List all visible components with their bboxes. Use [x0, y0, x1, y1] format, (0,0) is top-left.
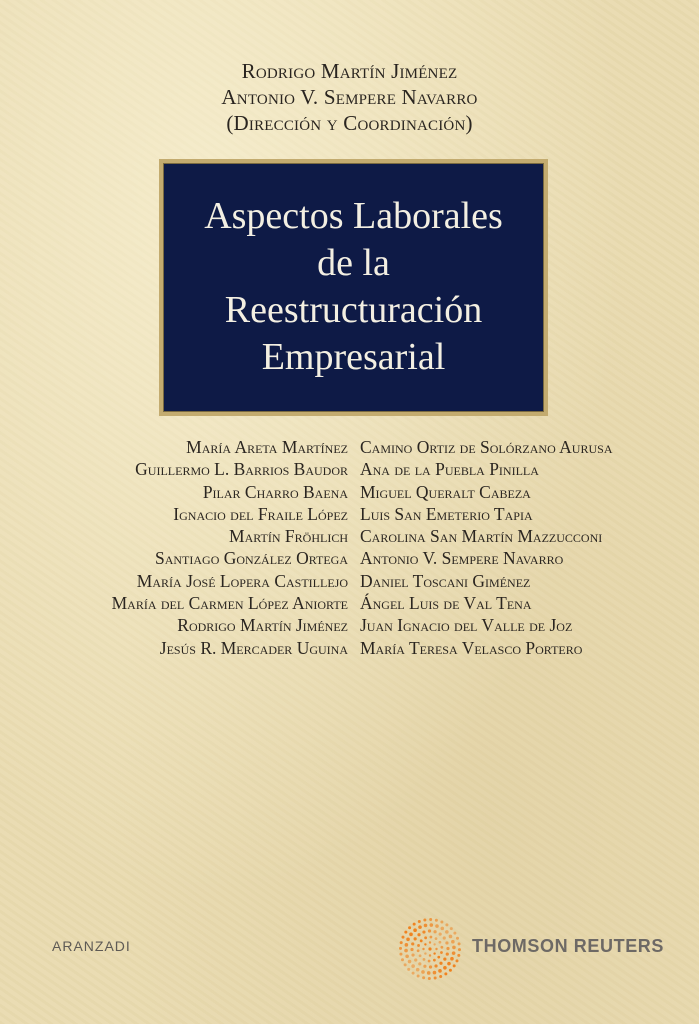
- logo-dot: [452, 946, 456, 950]
- logo-dot: [444, 972, 447, 975]
- logo-dot: [434, 964, 437, 967]
- author-name: Santiago González Ortega: [154, 548, 348, 569]
- logo-dot: [424, 952, 426, 954]
- logo-dot: [428, 929, 431, 932]
- logo-dot: [433, 971, 437, 975]
- logo-dot: [429, 941, 431, 943]
- logo-dot: [423, 965, 426, 968]
- author-name: Camino Ortiz de Solórzano Aurusa: [360, 437, 613, 457]
- logo-dot: [404, 949, 408, 953]
- logo-dot: [410, 948, 413, 951]
- author-name: Ignacio del Fraile López: [173, 503, 348, 524]
- logo-dot: [418, 920, 421, 923]
- logo-dot: [433, 930, 436, 933]
- logo-dot: [433, 943, 435, 945]
- logo-dot: [445, 923, 448, 926]
- logo-dot: [443, 936, 446, 939]
- author-name: Juan Ignacio del Valle de Joz: [360, 615, 573, 636]
- title-line-3: Reestructuración: [224, 288, 483, 331]
- logo-dot: [405, 954, 409, 958]
- logo-dot: [417, 975, 420, 978]
- logo-dot: [408, 926, 411, 929]
- logo-dot: [446, 947, 449, 950]
- logo-dot: [453, 932, 456, 935]
- author-name: María Teresa Velasco Portero: [360, 637, 583, 658]
- logo-dot: [435, 937, 438, 940]
- logo-dot: [445, 930, 449, 934]
- author-name: María del Carmen López Aniorte: [111, 593, 348, 614]
- logo-dot: [449, 969, 452, 972]
- logo-dot: [424, 924, 428, 928]
- author-name: Martín Fröhlich: [229, 526, 348, 547]
- logo-dot: [414, 937, 417, 940]
- title-line-2: de la: [317, 241, 390, 284]
- title-panel: [159, 159, 548, 416]
- logo-dot: [399, 953, 402, 956]
- logo-dot: [433, 959, 436, 962]
- authors-left-column: [112, 436, 348, 659]
- logo-dot: [438, 969, 442, 973]
- logo-dot: [409, 933, 413, 937]
- logo-dot: [401, 958, 404, 961]
- logo-dot: [413, 928, 417, 932]
- author-name: María Areta Martínez: [186, 437, 348, 457]
- logo-dot: [417, 944, 420, 947]
- logo-dot: [447, 962, 451, 966]
- author-name: Ángel Luis de Val Tena: [360, 593, 532, 614]
- logo-dot: [428, 960, 431, 963]
- logo-dot: [456, 937, 459, 940]
- logo-dot: [399, 947, 402, 950]
- authors-right-column: [360, 436, 613, 659]
- logo-dot: [445, 941, 448, 944]
- logo-dot: [405, 943, 409, 947]
- logo-dot: [452, 951, 456, 955]
- author-name: Carolina San Martín Mazzucconi: [360, 526, 603, 547]
- author-name: Daniel Toscani Giménez: [360, 570, 531, 591]
- logo-dot: [449, 935, 453, 939]
- logo-dot: [414, 958, 417, 961]
- book-title: [204, 193, 503, 381]
- logo-dot: [429, 954, 431, 956]
- brand-name: THOMSON REUTERS: [472, 936, 665, 956]
- logo-dot: [430, 923, 434, 927]
- logo-dot: [427, 971, 431, 975]
- logo-dot: [429, 965, 432, 968]
- author-name: Miguel Queralt Cabeza: [360, 481, 531, 502]
- logo-dot: [439, 962, 442, 965]
- logo-dot: [404, 931, 407, 934]
- logo-dot: [404, 963, 407, 966]
- logo-dot: [421, 970, 425, 974]
- logo-dot: [450, 927, 453, 930]
- logo-dot: [458, 942, 461, 945]
- logo-dot: [451, 940, 455, 944]
- logo-dot: [439, 941, 442, 944]
- title-line-4: Empresarial: [261, 335, 446, 378]
- logo-dot: [411, 964, 415, 968]
- author-name: Ana de la Puebla Pinilla: [360, 459, 539, 480]
- logo-dot: [408, 960, 412, 964]
- author-name: Antonio V. Sempere Navarro: [360, 548, 564, 569]
- logo-dot: [411, 942, 414, 945]
- publisher-imprint: ARANZADI: [52, 938, 131, 954]
- thomson-reuters-logo-icon: [398, 917, 462, 981]
- logo-dot: [434, 977, 437, 980]
- logo-dot: [406, 937, 410, 941]
- logo-dot: [457, 954, 460, 957]
- logo-dot: [433, 952, 435, 954]
- logo-dot: [418, 925, 422, 929]
- logo-dot: [424, 943, 426, 945]
- logo-dot: [424, 936, 427, 939]
- logo-dot: [428, 977, 431, 980]
- logo-dot: [435, 924, 439, 928]
- logo-dot: [411, 953, 414, 956]
- editor-role: (Dirección y Coordinación): [226, 111, 473, 135]
- logo-dot: [430, 936, 433, 939]
- logo-dot: [439, 933, 442, 936]
- logo-dot: [443, 966, 447, 970]
- author-name: Luis San Emeterio Tapia: [360, 503, 533, 524]
- logo-dot: [428, 947, 431, 950]
- logo-dot: [440, 921, 443, 924]
- logo-dot: [458, 948, 461, 951]
- author-name: Rodrigo Martín Jiménez: [177, 615, 348, 636]
- logo-dot: [412, 972, 415, 975]
- logo-dot: [429, 918, 432, 921]
- logo-dot: [422, 930, 425, 933]
- logo-dot: [446, 952, 449, 955]
- logo-dot: [419, 954, 422, 957]
- editor-name-1: Rodrigo Martín Jiménez: [241, 59, 458, 83]
- logo-dot: [443, 958, 446, 961]
- editor-name-2: Antonio V. Sempere Navarro: [221, 85, 478, 109]
- logo-dot: [435, 919, 438, 922]
- logo-dot: [417, 949, 420, 952]
- logo-dot: [413, 923, 416, 926]
- logo-dot: [440, 951, 443, 954]
- logo-dot: [440, 927, 444, 931]
- author-name: Guillermo L. Barrios Baudor: [135, 459, 348, 480]
- logo-dot: [400, 941, 403, 944]
- logo-dot: [439, 975, 442, 978]
- title-line-1: Aspectos Laborales: [204, 194, 503, 237]
- logo-dot: [423, 958, 426, 961]
- logo-dot: [407, 968, 410, 971]
- logo-dot: [423, 918, 426, 921]
- author-name: María José Lopera Castillejo: [136, 570, 348, 591]
- logo-dot: [422, 948, 424, 950]
- logo-dot: [450, 957, 454, 961]
- logo-dot: [420, 939, 423, 942]
- logo-dot: [456, 959, 459, 962]
- logo-dot: [416, 968, 420, 972]
- logo-dot: [453, 964, 456, 967]
- logo-dot: [435, 948, 437, 950]
- logo-dot: [417, 933, 420, 936]
- logo-dot: [437, 956, 440, 959]
- logo-dot: [402, 936, 405, 939]
- logo-dot: [418, 962, 421, 965]
- author-name: Jesús R. Mercader Uguina: [159, 637, 348, 658]
- logo-dot: [440, 946, 443, 949]
- editors-block: [0, 58, 699, 136]
- author-name: Pilar Charro Baena: [202, 481, 348, 502]
- logo-dot: [422, 976, 425, 979]
